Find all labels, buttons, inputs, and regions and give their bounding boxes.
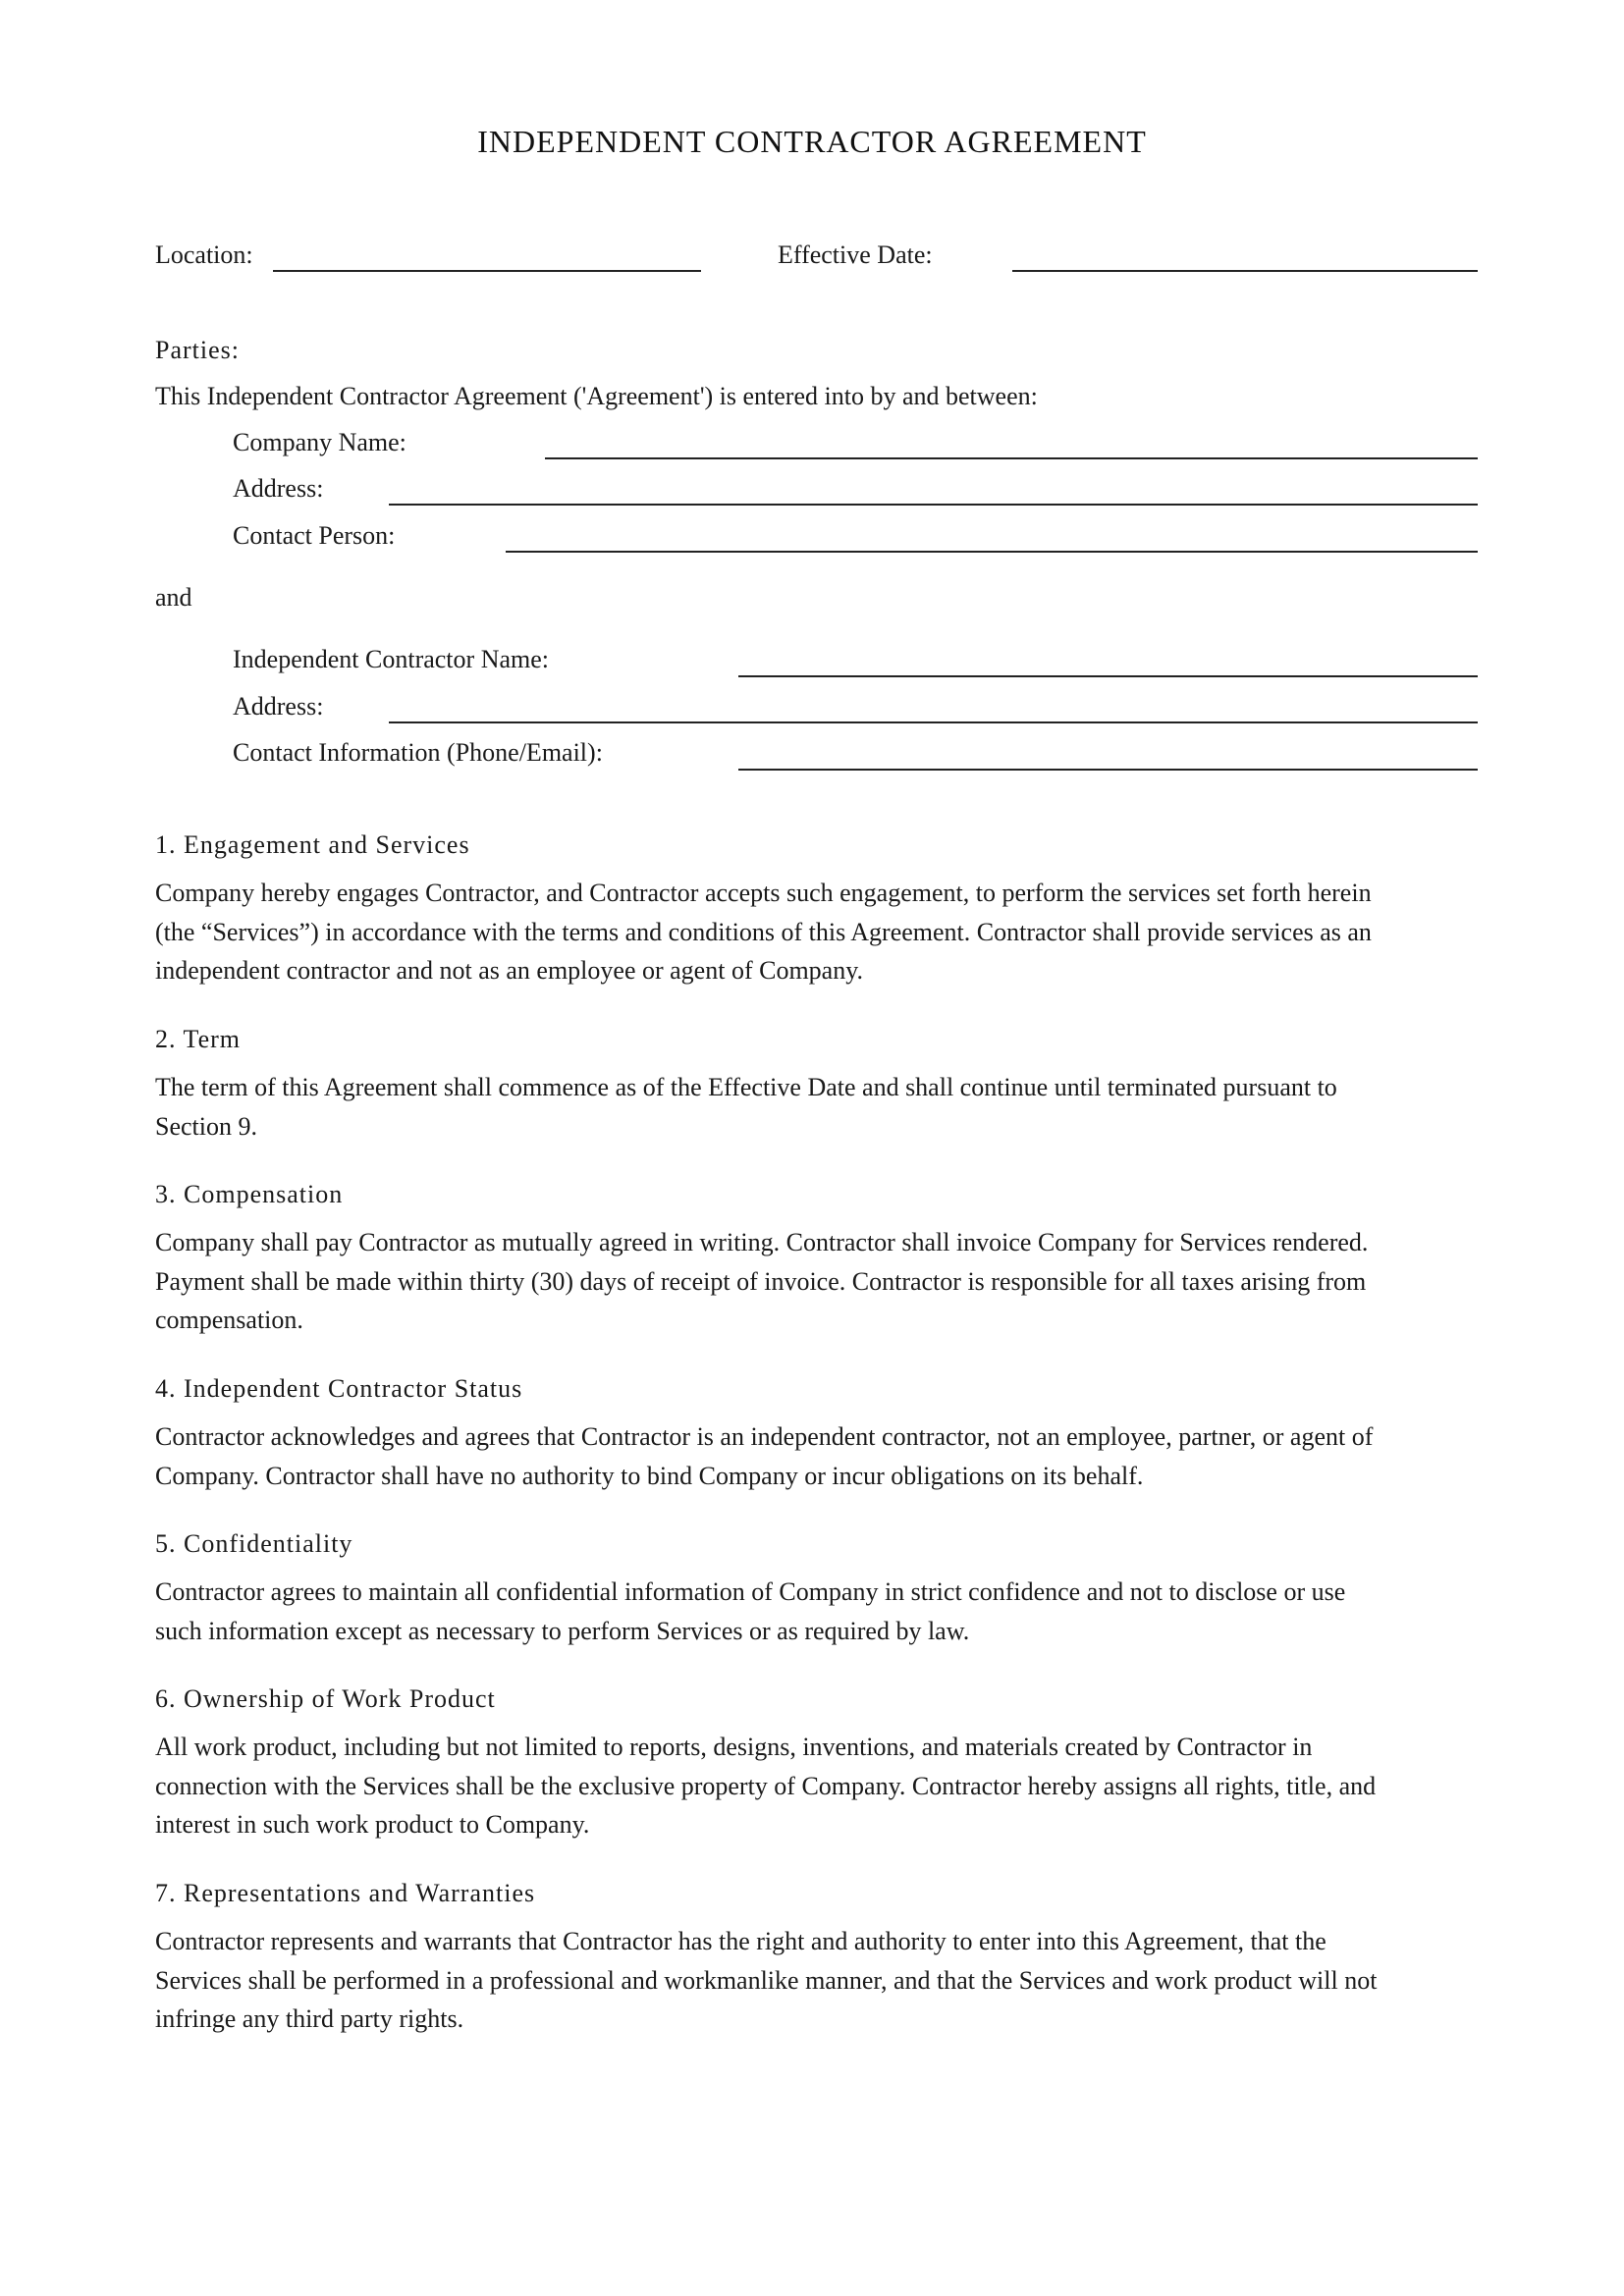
- contractor-name-label: Independent Contractor Name:: [233, 645, 549, 673]
- effective-date-field-line[interactable]: [1012, 270, 1478, 272]
- company-address-field-line[interactable]: [389, 504, 1478, 506]
- section-1-line: Company hereby engages Contractor, and Contractor accepts such engagement, to perform the services set forth herein: [155, 879, 1372, 907]
- section-6-line: interest in such work product to Company.: [155, 1810, 590, 1839]
- document-title: INDEPENDENT CONTRACTOR AGREEMENT: [477, 124, 1147, 159]
- section-6-heading: 6. Ownership of Work Product: [155, 1684, 496, 1713]
- contractor-contact-label: Contact Information (Phone/Email):: [233, 738, 603, 767]
- section-7-line: Contractor represents and warrants that Contractor has the right and authority to enter into this Agreement, that the: [155, 1927, 1326, 1955]
- location-label: Location:: [155, 240, 253, 269]
- parties-intro: This Independent Contractor Agreement ('Agreement') is entered into by and between:: [155, 382, 1038, 410]
- section-3-line: compensation.: [155, 1306, 303, 1334]
- section-7-heading: 7. Representations and Warranties: [155, 1879, 536, 1907]
- section-2-body: [155, 1068, 1481, 1146]
- section-3-line: Payment shall be made within thirty (30) days of receipt of invoice. Contractor is responsible for all taxes arising from: [155, 1266, 1367, 1296]
- contact-person-field-line[interactable]: [506, 551, 1478, 553]
- section-7-body: [155, 1922, 1481, 2039]
- and-text: and: [155, 583, 192, 612]
- company-name-field-line[interactable]: [545, 457, 1478, 459]
- section-1-line: independent contractor and not as an employee or agent of Company.: [155, 956, 864, 985]
- section-5-heading: 5. Confidentiality: [155, 1529, 353, 1558]
- section-1-line: (the “Services”) in accordance with the terms and conditions of this Agreement. Contractor shall provide services as an: [155, 917, 1372, 946]
- section-1-heading: 1. Engagement and Services: [155, 830, 470, 859]
- section-4-line: Company. Contractor shall have no authority to bind Company or incur obligations on its behalf.: [155, 1461, 1144, 1490]
- section-3-line: Company shall pay Contractor as mutually agreed in writing. Contractor shall invoice Company for Services rendered.: [155, 1228, 1369, 1256]
- section-2-line: The term of this Agreement shall commence as of the Effective Date and shall continue until terminated pursuant to: [155, 1073, 1337, 1101]
- section-2-heading: 2. Term: [155, 1025, 242, 1053]
- section-5-body: [155, 1573, 1481, 1650]
- location-field-line[interactable]: [273, 270, 701, 272]
- section-5-line: Contractor agrees to maintain all confidential information of Company in strict confidence and not to disclose or use: [155, 1577, 1346, 1606]
- section-5-line: such information except as necessary to perform Services or as required by law.: [155, 1616, 970, 1645]
- section-6-line: connection with the Services shall be the exclusive property of Company. Contractor hereby assigns all rights, title, and: [155, 1771, 1377, 1800]
- section-3-heading: 3. Compensation: [155, 1180, 344, 1208]
- section-4-heading: 4. Independent Contractor Status: [155, 1374, 523, 1403]
- section-4-body: [155, 1417, 1481, 1495]
- contractor-name-field-line[interactable]: [738, 675, 1478, 677]
- contractor-address-label: Address:: [233, 692, 324, 721]
- contractor-contact-field-line[interactable]: [738, 769, 1478, 771]
- parties-heading: Parties:: [155, 336, 240, 364]
- section-6-line: All work product, including but not limited to reports, designs, inventions, and materials created by Contractor in: [155, 1733, 1313, 1761]
- section-2-line: Section 9.: [155, 1111, 257, 1141]
- section-1-body: [155, 874, 1481, 990]
- section-7-line: infringe any third party rights.: [155, 2004, 464, 2033]
- company-name-label: Company Name:: [233, 428, 406, 456]
- section-6-body: [155, 1728, 1481, 1844]
- company-address-label: Address:: [233, 474, 324, 503]
- section-3-body: [155, 1223, 1481, 1340]
- effective-date-label: Effective Date:: [778, 240, 933, 269]
- contact-person-label: Contact Person:: [233, 521, 396, 550]
- section-7-line: Services shall be performed in a professional and workmanlike manner, and that the Services and work product will not: [155, 1965, 1378, 1995]
- contractor-address-field-line[interactable]: [389, 721, 1478, 723]
- section-4-line: Contractor acknowledges and agrees that Contractor is an independent contractor, not an employee, partner, or agent of: [155, 1422, 1374, 1451]
